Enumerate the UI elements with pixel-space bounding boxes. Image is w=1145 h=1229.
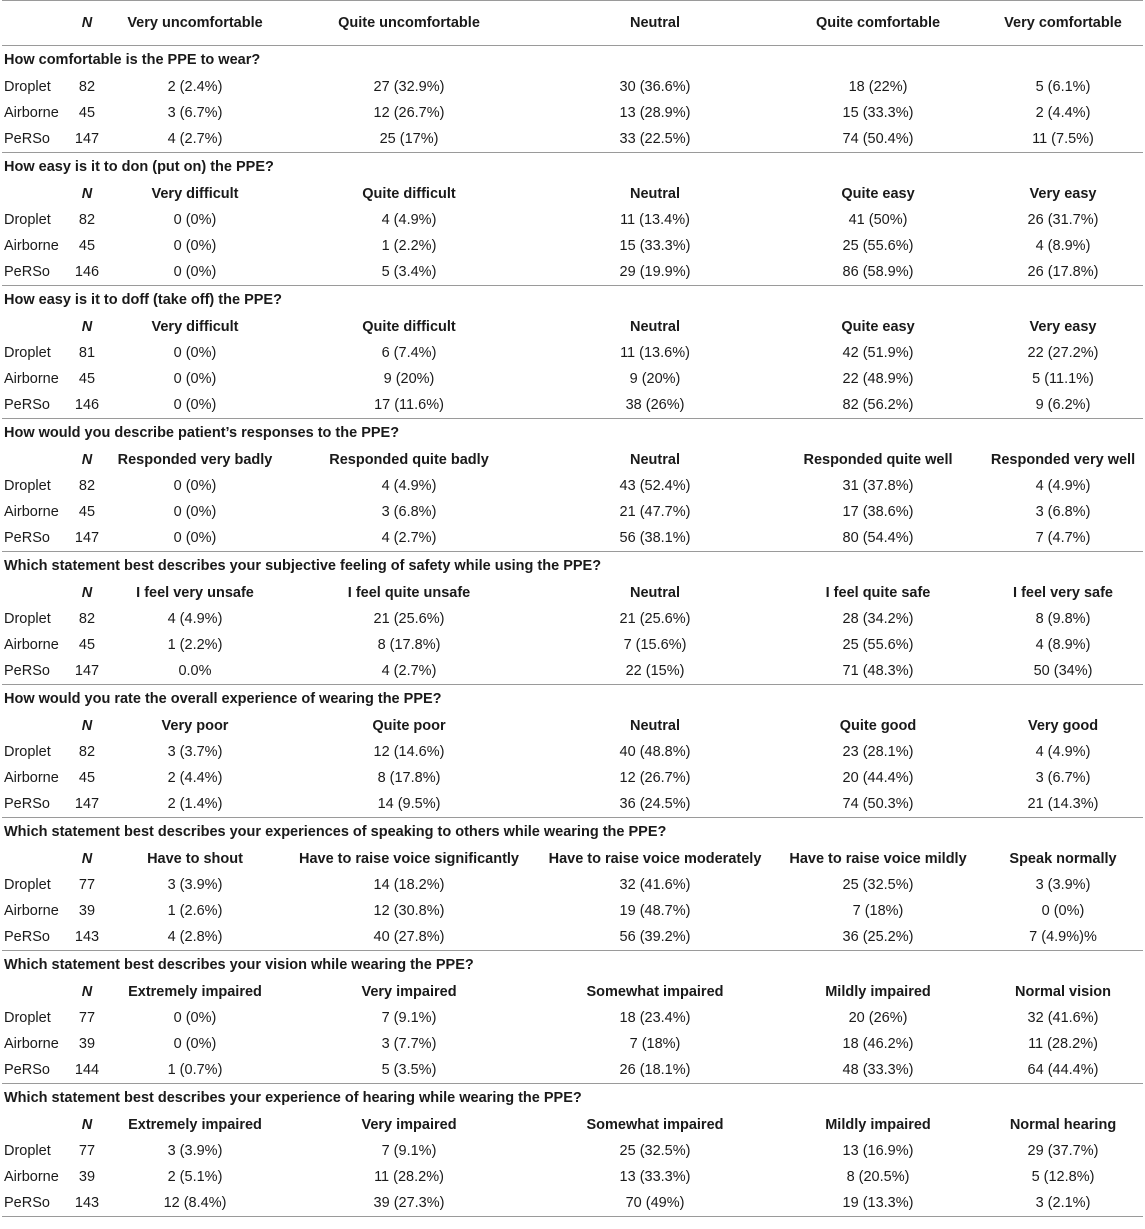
table-cell: 4 (4.9%) — [381, 478, 437, 494]
table-cell: 0 (0%) — [173, 397, 217, 413]
table-cell: 1 (2.6%) — [167, 903, 223, 919]
table-row — [0, 74, 1145, 100]
table-row — [0, 765, 1145, 791]
table-row — [0, 791, 1145, 817]
table-cell: 25 (17%) — [379, 131, 439, 147]
table-cell: 22 (15%) — [625, 663, 685, 679]
n-value: 45 — [78, 637, 96, 653]
table-cell: 20 (44.4%) — [842, 770, 914, 786]
section-title: Which statement best describes your experience of hearing while wearing the PPE? — [4, 1090, 582, 1106]
table-cell: 7 (4.9%)% — [1029, 929, 1097, 945]
n-value: 45 — [78, 105, 96, 121]
section-column-header: Quite poor — [372, 718, 446, 734]
n-value: 45 — [78, 238, 96, 254]
table-row — [0, 898, 1145, 924]
table-row — [0, 632, 1145, 658]
section-column-header: Have to raise voice mildly — [789, 851, 967, 867]
group-label: Airborne — [4, 1169, 59, 1185]
column-header-3: Neutral — [630, 15, 680, 31]
table-column-header — [2, 1, 1143, 46]
table-cell: 11 (13.6%) — [620, 345, 690, 361]
table-cell: 20 (26%) — [848, 1010, 908, 1026]
group-label: PeRSo — [4, 663, 50, 679]
table-row — [0, 658, 1145, 684]
section-header-row — [0, 1112, 1145, 1138]
table-cell: 0 (0%) — [173, 1036, 217, 1052]
table-cell: 5 (3.5%) — [381, 1062, 437, 1078]
section-column-header: Responded quite well — [803, 452, 953, 468]
group-label: Airborne — [4, 903, 59, 919]
group-label: Airborne — [4, 371, 59, 387]
n-column-header: N — [81, 15, 93, 31]
table-cell: 7 (9.1%) — [381, 1143, 437, 1159]
section-column-header: Speak normally — [1009, 851, 1117, 867]
group-label: Airborne — [4, 637, 59, 653]
column-header-5: Very comfortable — [1004, 15, 1122, 31]
n-value: 147 — [74, 663, 100, 679]
n-value: 82 — [78, 79, 96, 95]
section-column-header: Quite difficult — [362, 319, 456, 335]
table-cell: 25 (55.6%) — [842, 238, 914, 254]
table-row — [0, 739, 1145, 765]
section-column-header: Very easy — [1029, 319, 1097, 335]
group-label: PeRSo — [4, 530, 50, 546]
table-row — [0, 207, 1145, 233]
table-cell: 33 (22.5%) — [619, 131, 691, 147]
table-cell: 13 (33.3%) — [619, 1169, 691, 1185]
table-cell: 6 (7.4%) — [381, 345, 437, 361]
table-cell: 71 (48.3%) — [842, 663, 914, 679]
table-row — [0, 1057, 1145, 1083]
table-cell: 12 (26.7%) — [619, 770, 691, 786]
table-cell: 27 (32.9%) — [373, 79, 445, 95]
table-cell: 2 (2.4%) — [167, 79, 223, 95]
table-cell: 7 (9.1%) — [381, 1010, 437, 1026]
section-column-header: Extremely impaired — [128, 984, 262, 1000]
section-column-header: I feel quite safe — [825, 585, 931, 601]
table-cell: 3 (2.1%) — [1035, 1195, 1091, 1211]
table-cell: 32 (41.6%) — [619, 877, 691, 893]
section-column-header: I feel quite unsafe — [347, 585, 471, 601]
table-cell: 21 (14.3%) — [1027, 796, 1099, 812]
table-cell: 23 (28.1%) — [842, 744, 914, 760]
table-cell: 36 (24.5%) — [619, 796, 691, 812]
group-label: Droplet — [4, 611, 51, 627]
group-label: Airborne — [4, 105, 59, 121]
section-column-header: I feel very safe — [1013, 585, 1113, 601]
section-column-header: Have to raise voice significantly — [298, 851, 520, 867]
section-column-header: Normal vision — [1015, 984, 1111, 1000]
table-cell: 17 (38.6%) — [842, 504, 914, 520]
section-column-header: Mildly impaired — [825, 1117, 931, 1133]
section-column-header: Mildly impaired — [825, 984, 931, 1000]
table-cell: 42 (51.9%) — [842, 345, 914, 361]
section-column-header: Very good — [1027, 718, 1099, 734]
table-cell: 40 (27.8%) — [373, 929, 445, 945]
table-cell: 8 (20.5%) — [846, 1169, 910, 1185]
table-cell: 25 (32.5%) — [619, 1143, 691, 1159]
table-cell: 0 (0%) — [173, 1010, 217, 1026]
n-value: 77 — [78, 1010, 96, 1026]
group-label: Airborne — [4, 770, 59, 786]
table-cell: 25 (32.5%) — [842, 877, 914, 893]
table-cell: 56 (39.2%) — [619, 929, 691, 945]
table-cell: 14 (18.2%) — [373, 877, 445, 893]
table-cell: 18 (22%) — [848, 79, 908, 95]
table-row — [0, 126, 1145, 152]
table-cell: 38 (26%) — [625, 397, 685, 413]
table-cell: 9 (6.2%) — [1035, 397, 1091, 413]
table-cell: 1 (2.2%) — [167, 637, 223, 653]
n-value: 82 — [78, 212, 96, 228]
group-label: PeRSo — [4, 1195, 50, 1211]
table-cell: 25 (55.6%) — [842, 637, 914, 653]
table-cell: 2 (1.4%) — [167, 796, 223, 812]
table-cell: 4 (8.9%) — [1035, 238, 1091, 254]
n-value: 82 — [78, 611, 96, 627]
table-row — [0, 924, 1145, 950]
table-cell: 7 (18%) — [629, 1036, 681, 1052]
table-cell: 12 (14.6%) — [373, 744, 445, 760]
table-cell: 1 (2.2%) — [381, 238, 437, 254]
group-label: PeRSo — [4, 796, 50, 812]
group-label: Airborne — [4, 1036, 59, 1052]
section-title: How easy is it to don (put on) the PPE? — [4, 159, 274, 175]
group-label: Droplet — [4, 744, 51, 760]
table-row — [0, 233, 1145, 259]
section-column-header: Have to shout — [147, 851, 243, 867]
table-row — [0, 1164, 1145, 1190]
table-cell: 2 (4.4%) — [167, 770, 223, 786]
n-value: 143 — [74, 1195, 100, 1211]
section-header-row — [0, 314, 1145, 340]
n-value: 39 — [78, 1169, 96, 1185]
group-label: PeRSo — [4, 131, 50, 147]
table-cell: 11 (13.4%) — [620, 212, 690, 228]
section-header-row — [0, 846, 1145, 872]
section-header-row — [0, 580, 1145, 606]
table-row — [0, 606, 1145, 632]
n-column-header: N — [81, 186, 93, 202]
table-cell: 31 (37.8%) — [842, 478, 914, 494]
table-cell: 0 (0%) — [1041, 903, 1085, 919]
n-value: 39 — [78, 1036, 96, 1052]
section-column-header: Have to raise voice moderately — [548, 851, 762, 867]
table-cell: 3 (3.9%) — [167, 877, 223, 893]
table-cell: 39 (27.3%) — [373, 1195, 445, 1211]
table-row — [0, 1005, 1145, 1031]
table-cell: 19 (13.3%) — [842, 1195, 914, 1211]
group-label: PeRSo — [4, 397, 50, 413]
table-cell: 22 (48.9%) — [842, 371, 914, 387]
table-cell: 4 (4.9%) — [1035, 744, 1091, 760]
table-cell: 86 (58.9%) — [842, 264, 914, 280]
table-cell: 4 (4.9%) — [1035, 478, 1091, 494]
table-cell: 50 (34%) — [1033, 663, 1093, 679]
table-cell: 5 (3.4%) — [381, 264, 437, 280]
section-column-header: Somewhat impaired — [586, 984, 724, 1000]
table-cell: 8 (17.8%) — [377, 770, 441, 786]
n-value: 147 — [74, 796, 100, 812]
table-cell: 3 (6.8%) — [381, 504, 437, 520]
table-cell: 21 (25.6%) — [619, 611, 691, 627]
n-value: 81 — [78, 345, 96, 361]
n-value: 45 — [78, 504, 96, 520]
table-cell: 7 (4.7%) — [1035, 530, 1091, 546]
section-column-header: Very poor — [161, 718, 229, 734]
table-row — [0, 259, 1145, 285]
table-cell: 18 (46.2%) — [842, 1036, 914, 1052]
table-row — [0, 366, 1145, 392]
table-cell: 36 (25.2%) — [842, 929, 914, 945]
table-cell: 4 (2.8%) — [167, 929, 223, 945]
table-cell: 4 (8.9%) — [1035, 637, 1091, 653]
table-cell: 3 (6.7%) — [167, 105, 223, 121]
table-cell: 4 (4.9%) — [167, 611, 223, 627]
section-column-header: Extremely impaired — [128, 1117, 262, 1133]
table-cell: 11 (28.2%) — [1028, 1036, 1098, 1052]
section-title: How would you describe patient’s responses to the PPE? — [4, 425, 400, 441]
section-header-row — [0, 713, 1145, 739]
section-column-header: Responded very badly — [117, 452, 273, 468]
section-column-header: Normal hearing — [1009, 1117, 1117, 1133]
n-column-header: N — [81, 1117, 93, 1133]
table-cell: 28 (34.2%) — [842, 611, 914, 627]
table-cell: 5 (6.1%) — [1035, 79, 1091, 95]
table-cell: 3 (3.9%) — [1035, 877, 1091, 893]
group-label: PeRSo — [4, 264, 50, 280]
table-cell: 13 (28.9%) — [619, 105, 691, 121]
table-row — [0, 392, 1145, 418]
section-column-header: Quite difficult — [362, 186, 456, 202]
section-column-header: Quite good — [839, 718, 917, 734]
section-column-header: Responded quite badly — [329, 452, 489, 468]
table-cell: 22 (27.2%) — [1027, 345, 1099, 361]
table-cell: 15 (33.3%) — [842, 105, 914, 121]
table-cell: 0.0% — [178, 663, 212, 679]
table-cell: 21 (47.7%) — [619, 504, 691, 520]
group-label: Droplet — [4, 478, 51, 494]
section-column-header: Quite easy — [841, 319, 915, 335]
table-cell: 2 (5.1%) — [167, 1169, 223, 1185]
table-cell: 0 (0%) — [173, 504, 217, 520]
table-cell: 19 (48.7%) — [619, 903, 691, 919]
table-cell: 4 (2.7%) — [381, 530, 437, 546]
n-value: 77 — [78, 877, 96, 893]
n-value: 146 — [74, 264, 100, 280]
table-cell: 2 (4.4%) — [1035, 105, 1091, 121]
table-cell: 5 (11.1%) — [1032, 371, 1094, 387]
table-cell: 80 (54.4%) — [842, 530, 914, 546]
table-cell: 3 (6.7%) — [1035, 770, 1091, 786]
table-cell: 12 (8.4%) — [163, 1195, 227, 1211]
table-cell: 29 (19.9%) — [619, 264, 691, 280]
table-cell: 21 (25.6%) — [373, 611, 445, 627]
section-column-header: Very impaired — [361, 984, 457, 1000]
table-cell: 0 (0%) — [173, 530, 217, 546]
group-label: PeRSo — [4, 1062, 50, 1078]
table-cell: 0 (0%) — [173, 345, 217, 361]
table-cell: 41 (50%) — [848, 212, 908, 228]
table-cell: 11 (7.5%) — [1032, 131, 1094, 147]
group-label: Airborne — [4, 238, 59, 254]
table-row — [0, 100, 1145, 126]
section-title: Which statement best describes your vision while wearing the PPE? — [4, 957, 474, 973]
table-cell: 7 (15.6%) — [623, 637, 687, 653]
group-label: Droplet — [4, 212, 51, 228]
table-row — [0, 525, 1145, 551]
n-value: 45 — [78, 770, 96, 786]
group-label: Droplet — [4, 877, 51, 893]
table-cell: 74 (50.4%) — [842, 131, 914, 147]
n-value: 147 — [74, 131, 100, 147]
table-row — [0, 1138, 1145, 1164]
table-body — [0, 46, 1145, 1216]
n-column-header: N — [81, 452, 93, 468]
section-title: How easy is it to doff (take off) the PPE? — [4, 292, 282, 308]
table-cell: 82 (56.2%) — [842, 397, 914, 413]
section-column-header: Quite easy — [841, 186, 915, 202]
table-cell: 14 (9.5%) — [377, 796, 441, 812]
section-column-header: Neutral — [630, 718, 680, 734]
table-cell: 29 (37.7%) — [1027, 1143, 1099, 1159]
section-column-header: Very impaired — [361, 1117, 457, 1133]
table-cell: 3 (6.8%) — [1035, 504, 1091, 520]
n-column-header: N — [81, 718, 93, 734]
n-value: 82 — [78, 744, 96, 760]
table-row — [0, 340, 1145, 366]
table-cell: 0 (0%) — [173, 371, 217, 387]
n-value: 144 — [74, 1062, 100, 1078]
table-cell: 9 (20%) — [383, 371, 435, 387]
table-cell: 3 (3.7%) — [167, 744, 223, 760]
table-cell: 5 (12.8%) — [1031, 1169, 1095, 1185]
table-cell: 30 (36.6%) — [619, 79, 691, 95]
section-title: Which statement best describes your experiences of speaking to others while wearing the PPE? — [4, 824, 667, 840]
table-row — [0, 1190, 1145, 1216]
section-column-header: Very difficult — [151, 186, 239, 202]
table-cell: 48 (33.3%) — [842, 1062, 914, 1078]
table-cell: 0 (0%) — [173, 238, 217, 254]
table-cell: 4 (2.7%) — [167, 131, 223, 147]
table-cell: 15 (33.3%) — [619, 238, 691, 254]
section-title: How would you rate the overall experience of wearing the PPE? — [4, 691, 442, 707]
section-column-header: Neutral — [630, 452, 680, 468]
table-cell: 13 (16.9%) — [842, 1143, 914, 1159]
table-cell: 4 (4.9%) — [381, 212, 437, 228]
table-bottom-rule — [2, 1216, 1143, 1217]
column-header-2: Quite uncomfortable — [338, 15, 480, 31]
section-column-header: Very difficult — [151, 319, 239, 335]
n-value: 77 — [78, 1143, 96, 1159]
column-header-4: Quite comfortable — [815, 15, 941, 31]
table-cell: 70 (49%) — [625, 1195, 685, 1211]
n-value: 147 — [74, 530, 100, 546]
group-label: Airborne — [4, 504, 59, 520]
n-value: 45 — [78, 371, 96, 387]
table-cell: 12 (30.8%) — [373, 903, 445, 919]
table-cell: 32 (41.6%) — [1027, 1010, 1099, 1026]
table-cell: 43 (52.4%) — [619, 478, 691, 494]
section-header-row — [0, 979, 1145, 1005]
table-row — [0, 499, 1145, 525]
table-cell: 8 (9.8%) — [1035, 611, 1091, 627]
table-cell: 26 (17.8%) — [1027, 264, 1099, 280]
table-cell: 3 (3.9%) — [167, 1143, 223, 1159]
section-header-row — [0, 447, 1145, 473]
table-row — [0, 473, 1145, 499]
table-cell: 64 (44.4%) — [1027, 1062, 1099, 1078]
column-header-1: Very uncomfortable — [127, 15, 263, 31]
table-cell: 11 (28.2%) — [374, 1169, 444, 1185]
n-value: 82 — [78, 478, 96, 494]
table-cell: 0 (0%) — [173, 212, 217, 228]
table-row — [0, 1031, 1145, 1057]
table-cell: 4 (2.7%) — [381, 663, 437, 679]
section-column-header: Neutral — [630, 585, 680, 601]
section-column-header: Somewhat impaired — [586, 1117, 724, 1133]
section-header-row — [0, 181, 1145, 207]
table-cell: 56 (38.1%) — [619, 530, 691, 546]
table-cell: 3 (7.7%) — [381, 1036, 437, 1052]
n-column-header: N — [81, 851, 93, 867]
section-title: Which statement best describes your subjective feeling of safety while using the PPE? — [4, 558, 602, 574]
n-value: 39 — [78, 903, 96, 919]
table-row — [0, 872, 1145, 898]
group-label: PeRSo — [4, 929, 50, 945]
table-cell: 12 (26.7%) — [373, 105, 445, 121]
table-cell: 7 (18%) — [852, 903, 904, 919]
table-cell: 18 (23.4%) — [619, 1010, 691, 1026]
group-label: Droplet — [4, 1010, 51, 1026]
table-cell: 1 (0.7%) — [167, 1062, 223, 1078]
table-cell: 8 (17.8%) — [377, 637, 441, 653]
table-cell: 0 (0%) — [173, 478, 217, 494]
table-cell: 17 (11.6%) — [374, 397, 444, 413]
group-label: Droplet — [4, 345, 51, 361]
group-label: Droplet — [4, 1143, 51, 1159]
table-cell: 26 (31.7%) — [1027, 212, 1099, 228]
n-column-header: N — [81, 984, 93, 1000]
table-cell: 0 (0%) — [173, 264, 217, 280]
table-cell: 40 (48.8%) — [619, 744, 691, 760]
table-cell: 9 (20%) — [629, 371, 681, 387]
section-column-header: Neutral — [630, 319, 680, 335]
table-cell: 26 (18.1%) — [619, 1062, 691, 1078]
n-value: 143 — [74, 929, 100, 945]
table-cell: 74 (50.3%) — [842, 796, 914, 812]
n-column-header: N — [81, 585, 93, 601]
section-column-header: Neutral — [630, 186, 680, 202]
section-title: How comfortable is the PPE to wear? — [4, 52, 261, 68]
n-value: 146 — [74, 397, 100, 413]
section-column-header: Responded very well — [990, 452, 1136, 468]
group-label: Droplet — [4, 79, 51, 95]
n-column-header: N — [81, 319, 93, 335]
section-column-header: I feel very unsafe — [136, 585, 254, 601]
section-column-header: Very easy — [1029, 186, 1097, 202]
